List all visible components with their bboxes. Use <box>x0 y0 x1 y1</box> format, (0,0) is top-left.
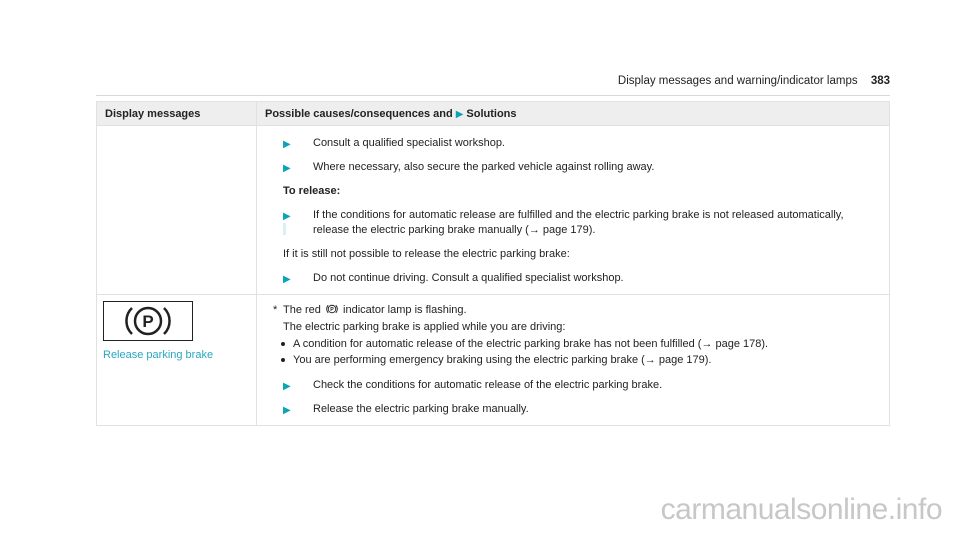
condition-intro: The electric parking brake is applied while you are driving: <box>283 321 566 333</box>
running-header <box>618 75 890 87</box>
parking-brake-lamp-icon <box>326 303 338 315</box>
bullet-icon <box>281 342 285 346</box>
lamp-note: * The red P indicator lamp is flashing. <box>273 304 467 316</box>
col-solutions-label: Possible causes/consequences and <box>265 108 453 120</box>
solutions-cell <box>257 126 890 295</box>
arrow-right-icon: ▶ <box>283 381 291 392</box>
messages-table <box>96 101 890 426</box>
watermark: carmanualsonline.info <box>660 493 942 526</box>
display-cell <box>97 295 257 426</box>
step-item: ▶ Where necessary, also secure the parked vehicle against rolling away. <box>283 161 655 174</box>
arrow-right-icon: ▶ <box>283 274 291 285</box>
arrow-right-icon: ▶ <box>455 109 464 120</box>
parking-brake-lamp-icon <box>103 301 193 341</box>
step-item: ▶ If the conditions for automatic release are fulfilled and the electric parking brake is not released automatically, release the electric parking brake manually (→ page 179). <box>283 209 844 236</box>
step-item: ▶ Check the conditions for automatic release of the electric parking brake. <box>283 379 663 392</box>
bullet-icon <box>281 358 285 362</box>
lamp-name: Release parking brake <box>103 349 214 361</box>
col-solutions <box>257 102 890 126</box>
arrow-right-icon: ▶ <box>283 211 291 222</box>
continuation-bar <box>283 223 286 235</box>
display-cell-empty <box>97 126 257 295</box>
step-item: ▶ Consult a qualified specialist workshop. <box>283 137 505 150</box>
note-text: If it is still not possible to release the electric parking brake: <box>283 248 570 260</box>
header-title: Display messages and warning/indicator lamps <box>617 75 858 87</box>
list-item: You are performing emergency braking using the electric parking brake (→ page 179). <box>273 352 879 368</box>
solutions-cell <box>257 295 890 426</box>
table-row <box>97 295 890 426</box>
to-release-heading: To release: <box>283 185 341 197</box>
header-rule <box>96 95 890 96</box>
list-item: A condition for automatic release of the electric parking brake has not been fulfilled (→ page 178). <box>273 336 879 352</box>
table-row <box>97 126 890 295</box>
step-item: ▶ Do not continue driving. Consult a qualified specialist workshop. <box>283 272 624 285</box>
col-display-messages: Display messages <box>97 102 257 126</box>
arrow-right-icon: ▶ <box>283 139 291 150</box>
svg-text:P: P <box>330 306 334 313</box>
page-number: 383 <box>870 75 890 87</box>
arrow-right-icon: ▶ <box>283 405 291 416</box>
svg-text:P: P <box>142 312 154 331</box>
table-header-row <box>97 102 890 126</box>
step-item: ▶ Release the electric parking brake manually. <box>283 403 529 416</box>
arrow-right-icon: ▶ <box>283 163 291 174</box>
col-solutions-label-2: Solutions <box>466 108 517 120</box>
